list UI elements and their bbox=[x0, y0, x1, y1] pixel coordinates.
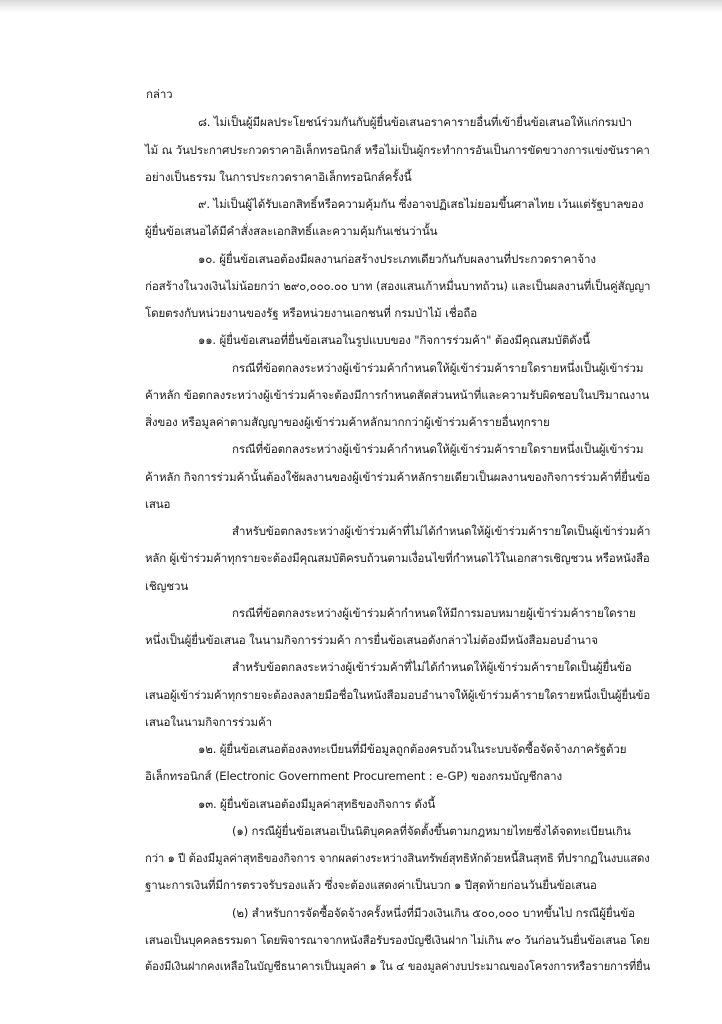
text-line: อิเล็กทรอนิกส์ (Electronic Government Procurement : e-GP) ของกรมบัญชีกลาง bbox=[145, 769, 563, 783]
text-line: กรณีที่ข้อตกลงระหว่างผู้เข้าร่วมค้ากำหนดให้มีการมอบหมายผู้เข้าร่วมค้ารายใดราย bbox=[232, 606, 636, 620]
text-line: เสนอเป็นบุคคลธรรมดา โดยพิจารณาจากหนังสือรับรองบัญชีเงินฝาก ไม่เกิน ๙๐ วันก่อนวันยื่นข้อเสนอ โดย bbox=[145, 933, 650, 947]
text-line: สำหรับข้อตกลงระหว่างผู้เข้าร่วมค้าที่ไม่ได้กำหนดให้ผู้เข้าร่วมค้ารายใดเป็นผู้เข้าร่วมค้า bbox=[232, 524, 651, 538]
text-line: กล่าว bbox=[146, 87, 173, 101]
text-line: (๒) สำหรับการจัดซื้อจัดจ้างครั้งหนึ่งที่มีวงเงินเกิน ๕๐๐,๐๐๐ บาทขึ้นไป กรณีผู้ยื่นข้อ bbox=[232, 906, 635, 920]
text-line: ๙. ไม่เป็นผู้ได้รับเอกสิทธิ์หรือความคุ้มกัน ซึ่งอาจปฏิเสธไม่ยอมขึ้นศาลไทย เว้นแต่รัฐบาลของ bbox=[198, 197, 644, 211]
text-line: ๑๐. ผู้ยื่นข้อเสนอต้องมีผลงานก่อสร้างประเภทเดียวกันกับผลงานที่ประกวดราคาจ้าง bbox=[198, 252, 596, 266]
text-line: ๑๓. ผู้ยื่นข้อเสนอต้องมีมูลค่าสุทธิของกิจการ ดังนี้ bbox=[198, 797, 436, 811]
text-line: สิ่งของ หรือมูลค่าตามสัญญาของผู้เข้าร่วมค้าหลักมากกว่าผู้เข้าร่วมค้ารายอื่นทุกราย bbox=[145, 415, 550, 429]
text-line: เสนอในนามกิจการร่วมค้า bbox=[145, 715, 272, 729]
text-line: กว่า ๑ ปี ต้องมีมูลค่าสุทธิของกิจการ จากผลต่างระหว่างสินทรัพย์สุทธิหักด้วยหนี้สินสุทธิ ที่ปรากฏในงบแสดง bbox=[145, 851, 650, 865]
text-line: ๘. ไม่เป็นผู้มีผลประโยชน์ร่วมกันกับผู้ยื่นข้อเสนอราคารายอื่นที่เข้ายื่นข้อเสนอให้แก่กรมป่า bbox=[198, 115, 632, 129]
text-line: สำหรับข้อตกลงระหว่างผู้เข้าร่วมค้าที่ไม่ได้กำหนดให้ผู้เข้าร่วมค้ารายใดเป็นผู้ยื่นข้อ bbox=[232, 660, 632, 674]
text-line: ๑๑. ผู้ยื่นข้อเสนอที่ยื่นข้อเสนอในรูปแบบของ "กิจการร่วมค้า" ต้องมีคุณสมบัติดังนี้ bbox=[198, 333, 590, 347]
text-line: โดยตรงกับหน่วยงานของรัฐ หรือหน่วยงานเอกชนที่ กรมป่าไม้ เชื่อถือ bbox=[145, 306, 478, 320]
text-line: ก่อสร้างในวงเงินไม่น้อยกว่า ๒๙๐,๐๐๐.๐๐ บาท (สองแสนเก้าหมื่นบาทถ้วน) และเป็นผลงานที่เป็นคู่สัญญา bbox=[145, 279, 651, 293]
text-line: เสนอ bbox=[145, 497, 171, 511]
text-line: เชิญชวน bbox=[145, 579, 189, 593]
text-line: หนึ่งเป็นผู้ยื่นข้อเสนอ ในนามกิจการร่วมค้า การยื่นข้อเสนอดังกล่าวไม่ต้องมีหนังสือมอบอำนาจ bbox=[145, 633, 598, 647]
text-line: ๑๒. ผู้ยื่นข้อเสนอต้องลงทะเบียนที่มีข้อมูลถูกต้องครบถ้วนในระบบจัดซื้อจัดจ้างภาครัฐด้วย bbox=[198, 742, 627, 756]
text-line: อย่างเป็นธรรม ในการประกวดราคาอิเล็กทรอนิกส์ครั้งนี้ bbox=[145, 170, 412, 184]
text-line: ค้าหลัก กิจการร่วมค้านั้นต้องใช้ผลงานของผู้เข้าร่วมค้าหลักรายเดียวเป็นผลงานของกิจการร่วมค้าที่ยื่นข้อ bbox=[145, 470, 651, 484]
text-line: ค้าหลัก ข้อตกลงระหว่างผู้เข้าร่วมค้าจะต้องมีการกำหนดสัดส่วนหน้าที่และความรับผิดชอบในปริมาณงาน bbox=[145, 388, 650, 402]
text-line: ต้องมีเงินฝากคงเหลือในบัญชีธนาคารเป็นมูลค่า ๑ ใน ๔ ของมูลค่างบประมาณของโครงการหรือรายการที่ยื่น bbox=[145, 960, 651, 973]
text-line: ผู้ยื่นข้อเสนอได้มีคำสั่งสละเอกสิทธิ์และความคุ้มกันเช่นว่านั้น bbox=[145, 224, 438, 238]
text-line: ฐานะการเงินที่มีการตรวจรับรองแล้ว ซึ่งจะต้องแสดงค่าเป็นบวก ๑ ปีสุดท้ายก่อนวันยื่นข้อเสนอ bbox=[145, 878, 597, 892]
text-line: (๑) กรณีผู้ยื่นข้อเสนอเป็นนิติบุคคลที่จัดตั้งขึ้นตามกฎหมายไทยซึ่งได้จดทะเบียนเกิน bbox=[232, 824, 631, 838]
text-line: เสนอผู้เข้าร่วมค้าทุกรายจะต้องลงลายมือชื่อในหนังสือมอบอำนาจให้ผู้เข้าร่วมค้ารายใดรายหนึ่งเป็นผู้ยื่นข้อ bbox=[145, 688, 651, 702]
text-line: กรณีที่ข้อตกลงระหว่างผู้เข้าร่วมค้ากำหนดให้ผู้เข้าร่วมค้ารายใดรายหนึ่งเป็นผู้เข้าร่วม bbox=[232, 442, 644, 456]
text-line: กรณีที่ข้อตกลงระหว่างผู้เข้าร่วมค้ากำหนดให้ผู้เข้าร่วมค้ารายใดรายหนึ่งเป็นผู้เข้าร่วม bbox=[232, 361, 644, 375]
text-line: ไม้ ณ วันประกาศประกวดราคาอิเล็กทรอนิกส์ หรือไม่เป็นผู้กระทำการอันเป็นการขัดขวางการแข่งขันราคา bbox=[145, 143, 650, 157]
text-line: หลัก ผู้เข้าร่วมค้าทุกรายจะต้องมีคุณสมบัติครบถ้วนตามเงื่อนไขที่กำหนดไว้ในเอกสารเชิญชวน หรือหนังสือ bbox=[145, 551, 650, 565]
